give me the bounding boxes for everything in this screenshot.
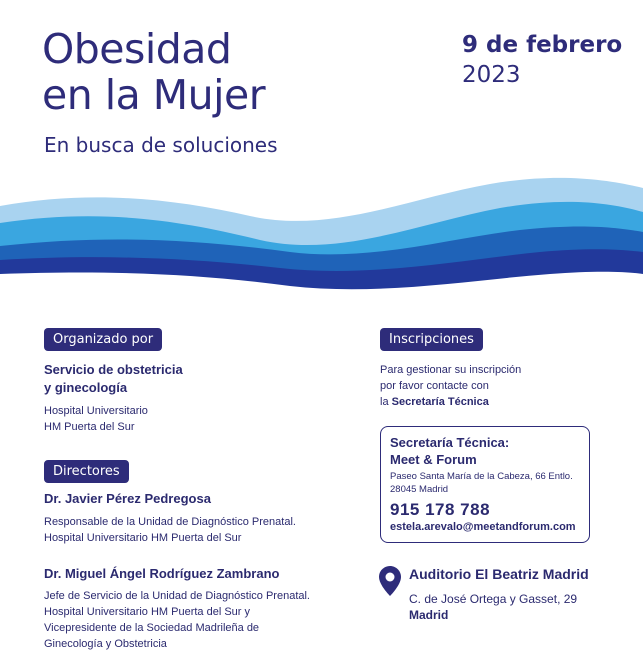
desc-line: Hospital Universitario HM Puerta del Sur y (44, 606, 251, 618)
desc-line: Ginecología y Obstetricia (44, 638, 167, 650)
registration-prefix: la (380, 396, 392, 408)
title-line-2: en la Mujer (42, 71, 266, 119)
address-line-2: 28045 Madrid (390, 484, 449, 495)
venue-name: Auditorio El Beatriz Madrid (409, 566, 589, 582)
registration-secretariat-link: Secretaría Técnica (391, 396, 489, 408)
registration-line-3 (380, 394, 521, 410)
desc-line: Responsable de la Unidad de Diagnóstico Prenatal. (44, 516, 296, 528)
desc-line: Hospital Universitario HM Puerta del Sur (44, 532, 242, 544)
desc-line: Jefe de Servicio de la Unidad de Diagnóstico Prenatal. (44, 590, 310, 602)
secretariat-box (380, 426, 590, 543)
secretariat-company: Meet & Forum (390, 452, 477, 467)
director-name-1: Dr. Javier Pérez Pedregosa (44, 491, 211, 506)
director-name-2: Dr. Miguel Ángel Rodríguez Zambrano (44, 566, 280, 581)
desc-line: Vicepresidente de la Sociedad Madrileña de (44, 622, 260, 634)
title-line-1: Obesidad (42, 25, 232, 73)
service-line-1: Servicio de obstetricia (44, 362, 183, 377)
event-subtitle: En busca de soluciones (44, 133, 278, 157)
organizer-hospital (44, 403, 148, 435)
address-line-1: Paseo Santa María de la Cabeza, 66 Entlo. (390, 471, 573, 482)
secretariat-email[interactable]: estela.arevalo@meetandforum.com (390, 521, 576, 533)
event-date (462, 30, 622, 90)
event-title (42, 26, 265, 118)
service-line-2: y ginecología (44, 380, 128, 395)
registration-text (380, 362, 521, 410)
registration-line-1: Para gestionar su inscripción (380, 364, 522, 376)
registration-line-2: por favor contacte con (380, 380, 489, 392)
location-pin-icon (379, 566, 401, 596)
organizer-label: Organizado por (44, 328, 162, 351)
secretariat-phone[interactable]: 915 178 788 (390, 500, 491, 519)
hospital-line-2: HM Puerta del Sur (44, 421, 135, 433)
venue-address-line-2: Madrid (409, 608, 449, 622)
date-year: 2023 (462, 62, 521, 88)
venue-address (409, 591, 577, 623)
hospital-line-1: Hospital Universitario (44, 405, 148, 417)
director-desc-2 (44, 588, 310, 652)
director-desc-1 (44, 514, 296, 546)
secretariat-heading: Secretaría Técnica: (390, 435, 510, 450)
venue-address-line-1: C. de José Ortega y Gasset, 29 (409, 592, 578, 606)
directors-label: Directores (44, 460, 129, 483)
wave-decoration (0, 168, 643, 308)
secretariat-address (390, 470, 580, 496)
registration-label: Inscripciones (380, 328, 483, 351)
organizer-service (44, 361, 183, 397)
date-day: 9 de febrero (462, 32, 623, 58)
